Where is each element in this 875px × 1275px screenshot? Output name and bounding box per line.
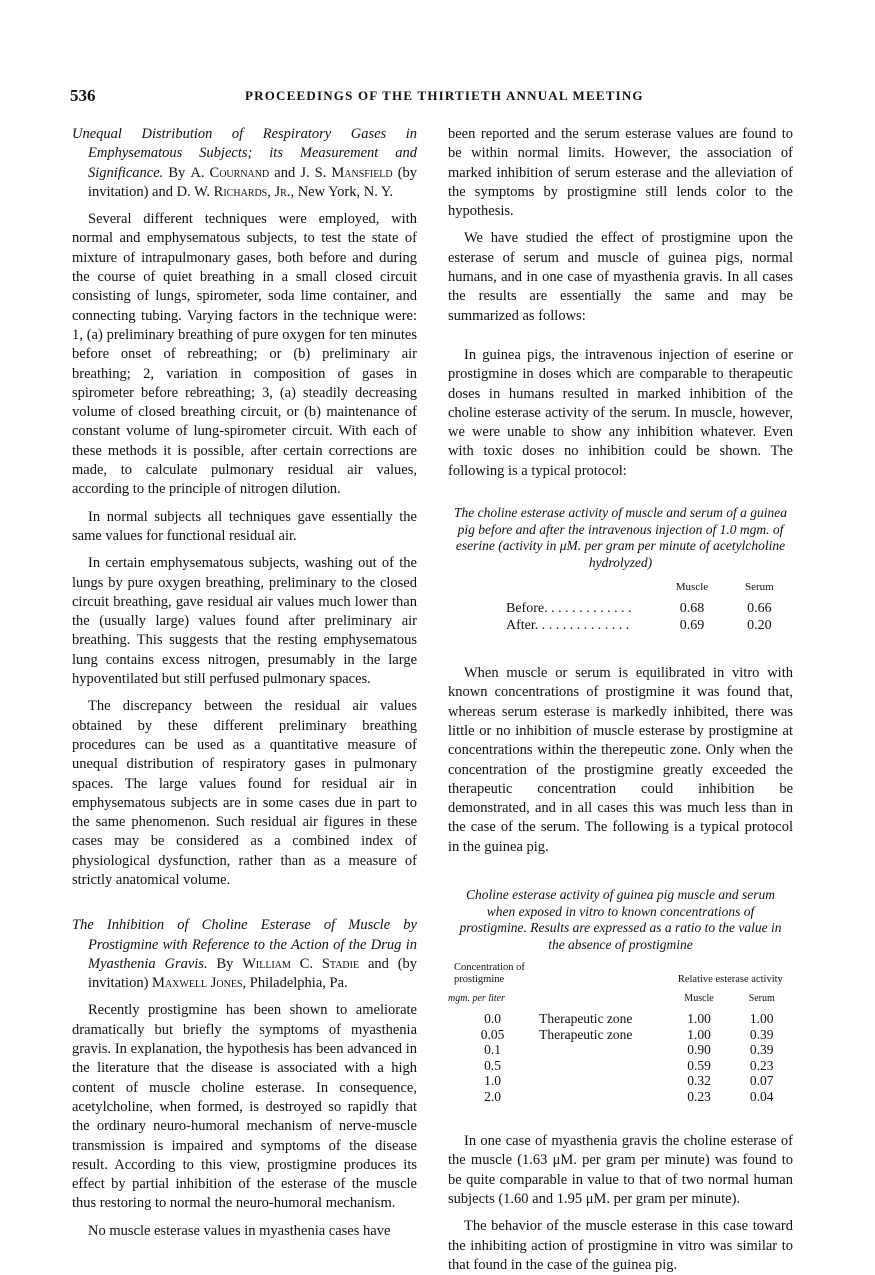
article1-paragraph: In normal subjects all techniques gave essentially the same values for functional residual air. [72, 508, 417, 544]
table-row [448, 1042, 793, 1058]
table1-row-label: Before. . . . . . . . . . . . . [506, 601, 632, 617]
table1-serum-value: 0.20 [747, 618, 772, 634]
table1-header-row [506, 579, 793, 600]
table1-muscle-value: 0.68 [679, 601, 705, 617]
table1-serum-value: 0.66 [747, 601, 772, 617]
table2-serum-value: 0.39 [749, 1042, 774, 1058]
table2-header-row [448, 961, 793, 987]
article2-by: By [216, 955, 234, 972]
table2-concentration: 2.0 [484, 1088, 501, 1104]
article2-author1: William C. Stadie [242, 955, 360, 972]
left-column [72, 125, 417, 1241]
page-number: 536 [70, 86, 96, 105]
table2 [448, 961, 793, 1104]
article1-heading [72, 125, 417, 202]
article2-paragraph: The behavior of the muscle esterase in this case toward the inhibiting action of prostigmine in vitro was similar to that found in the case of the guinea pig. [448, 1218, 793, 1273]
table2-subheader-row [448, 987, 793, 1011]
table1-row-label: After. . . . . . . . . . . . . . [506, 618, 630, 634]
table2-muscle-value: 0.90 [687, 1042, 711, 1058]
article1-paragraph: In certain emphysematous subjects, washing out of the lungs by pure oxygen breathing, preliminary to the closed circuit breathing, gave residual air values much lower than the (usually large) values found after preliminary air breathing. This suggests that the resting emphysematous lung contains excess nitrogen, presumably in the large hypoventilated but still perfused pulmonary spaces. [72, 555, 417, 688]
table1-caption: The choline esterase activity of muscle and serum of a guinea pig before and after the intravenous injection of 1.0 mgm. of eserine (activity in μM. per gram per minute of acetylcholine hydrolyzed) [454, 505, 787, 570]
table-row [506, 617, 793, 634]
table-row [448, 1058, 793, 1074]
article1-by: By [168, 164, 186, 181]
table1 [506, 579, 793, 634]
table2-muscle-value: 0.59 [687, 1057, 711, 1073]
article2-paragraph: Recently prostigmine has been shown to ameliorate dramatically but briefly the symptoms of myasthenia gravis. In explanation, the hypothesis has been advanced in the literature that the disease is associated with a high content of muscle choline esterase. In consequence, acetylcholine, when formed, is destroyed so rapidly that the ordinary neuro-humoral mechanism of nerve-muscle transmission is impaired and symptoms of the disease result. According to this view, prostigmine produces its effect by partial inhibition of the esterase of the muscle thus restoring to normal the neuro-humoral mechanism. [72, 1002, 417, 1212]
article1-location: , New York, N. Y. [290, 183, 394, 200]
table-row [448, 1073, 793, 1089]
table-row [448, 1027, 793, 1043]
table2-serum-value: 0.39 [749, 1026, 774, 1042]
article1-and2: and [152, 183, 173, 200]
table2-note [538, 1073, 668, 1089]
table2-muscle-value: 1.00 [687, 1026, 711, 1042]
table2-concentration: 1.0 [484, 1073, 501, 1089]
table2-col-relative: Relative esterase activity [677, 974, 783, 986]
article1-and1: and [274, 164, 296, 181]
table2-serum-value: 1.00 [749, 1011, 774, 1027]
article2-paragraph: been reported and the serum esterase values are found to be within normal limits. However, the association of marked inhibition of serum esterase and the alleviation of the symptoms by prostigmine still lends color to the hypothesis. [448, 126, 793, 220]
article2-paragraph: In guinea pigs, the intravenous injection of eserine or prostigmine in doses which are comparable to therapeutic doses in humans resulted in marked inhibition of the choline esterase activity of the serum. In muscle, however, we were unable to show any inhibition whatever. Even with toxic doses no inhibition could be shown. The following is a typical protocol: [448, 346, 793, 479]
table2-concentration: 0.0 [484, 1011, 501, 1027]
table1-col-serum: Serum [745, 581, 774, 594]
table-row [506, 600, 793, 617]
article2-paragraph: No muscle esterase values in myasthenia cases have [88, 1222, 391, 1239]
right-column [448, 125, 793, 1275]
table-row [448, 1011, 793, 1027]
page-header [70, 86, 810, 108]
table2-concentration: 0.1 [484, 1042, 501, 1058]
article1-invitation: (by invitation) [88, 164, 418, 200]
table2-concentration: 0.5 [484, 1057, 501, 1073]
article1-paragraph: The discrepancy between the residual air values obtained by these different preliminary breathing procedures can be used as a quantitative measure of unequal distribution of respiratory gases in pulmonary spaces. The large values found for residual air in emphysematous subjects are in some cases due in part to the same phenomenon. Such residual air figures in these cases may be considered as a combined index of physiological dysfunction, rather than as a measure of strictly anatomical volume. [72, 698, 417, 888]
table2-note [538, 1058, 668, 1074]
table2-serum-value: 0.23 [749, 1057, 774, 1073]
table2-unit: mgm. per liter [448, 993, 505, 1005]
article2-paragraph: When muscle or serum is equilibrated in vitro with known concentrations of prostigmine it was found that, whereas serum esterase is markedly inhibited, there was little or no inhibition of muscle esterase by prostigmine at concentrations within the therepeutic zone. Only when the concentration of the prostigmine greatly exceeded the therapeutic concentration could inhibition be demonstrated, and in all cases this was much less than in the case of the serum. The following is a typical protocol in the guinea pig. [448, 665, 793, 855]
table2-serum-value: 0.07 [749, 1073, 774, 1089]
article1-paragraph: Several different techniques were employed, with normal and emphysematous subjects, to test the state of mixture of intrapulmonary gases, both before and during the course of quiet breathing in a small closed circuit consisting of lungs, spirometer, soda lime container, and connecting tubing. Varying factors in the technique were: 1, (a) preliminary breathing of pure oxygen for ten minutes before onset of rebreathing; or (b) preliminary air breathing; 2, variation in composition of gases in spirometer before rebreathing; 3, (a) steadily decreasing volume of closed breathing circuit, or (b) maintenance of constant volume of lung-spirometer circuit. With each of these methods it is possible, after certain corrections are made, to calculate pulmonary residual air values, according to the principle of nitrogen dilution. [72, 211, 417, 498]
table2-col-concentration: Concentration of prostigmine [454, 962, 525, 986]
table2-serum-value: 0.04 [749, 1088, 774, 1104]
running-head: PROCEEDINGS OF THE THIRTIETH ANNUAL MEETING [245, 88, 644, 103]
table2-caption: Choline esterase activity of guinea pig muscle and serum when exposed in vitro to known concentrations of prostigmine. Results are expressed as a ratio to the value in the absence of prostigmine [459, 887, 782, 952]
table2-note: Therapeutic zone [539, 1011, 633, 1027]
article1-author3: D. W. Richards, Jr. [176, 183, 291, 200]
table2-note: Therapeutic zone [539, 1026, 633, 1042]
article2-heading [72, 916, 417, 993]
table2-muscle-value: 0.23 [687, 1088, 711, 1104]
article2-invitation: and (by invitation) [88, 955, 418, 992]
table1-col-muscle: Muscle [675, 581, 709, 594]
table2-concentration: 0.05 [480, 1026, 505, 1042]
table2-col-serum: Serum [748, 993, 775, 1005]
article2-title: The Inhibition of Choline Esterase of Muscle by Prostigmine with Reference to the Action of the Drug in Myasthenia Gravis. [72, 917, 417, 972]
table2-note [538, 1042, 668, 1058]
article1-title: Unequal Distribution of Respiratory Gases in Emphysematous Subjects; its Measurement and Significance. [72, 126, 417, 181]
table2-muscle-value: 1.00 [687, 1011, 711, 1027]
article2-location: , Philadelphia, Pa. [242, 975, 348, 992]
table2-col-muscle: Muscle [684, 993, 714, 1005]
table1-muscle-value: 0.69 [679, 618, 705, 634]
article2-paragraph: In one case of myasthenia gravis the choline esterase of the muscle (1.63 μM. per gram per minute) was found to be quite comparable in value to that of two normal human subjects (1.60 and 1.95 μM. per gram per minute). [448, 1133, 793, 1207]
table2-note [538, 1089, 668, 1105]
table2-muscle-value: 0.32 [687, 1073, 711, 1089]
article2-paragraph: We have studied the effect of prostigmine upon the esterase of serum and muscle of guinea pigs, normal humans, and in one case of myasthenia gravis. In all cases the results are essentially the same and may be summarized as follows: [448, 230, 793, 324]
article2-author2: Maxwell Jones [152, 975, 243, 992]
article1-author2: J. S. Mansfield [300, 164, 393, 181]
table-row [448, 1089, 793, 1105]
article1-author1: A. Cournand [190, 164, 270, 181]
